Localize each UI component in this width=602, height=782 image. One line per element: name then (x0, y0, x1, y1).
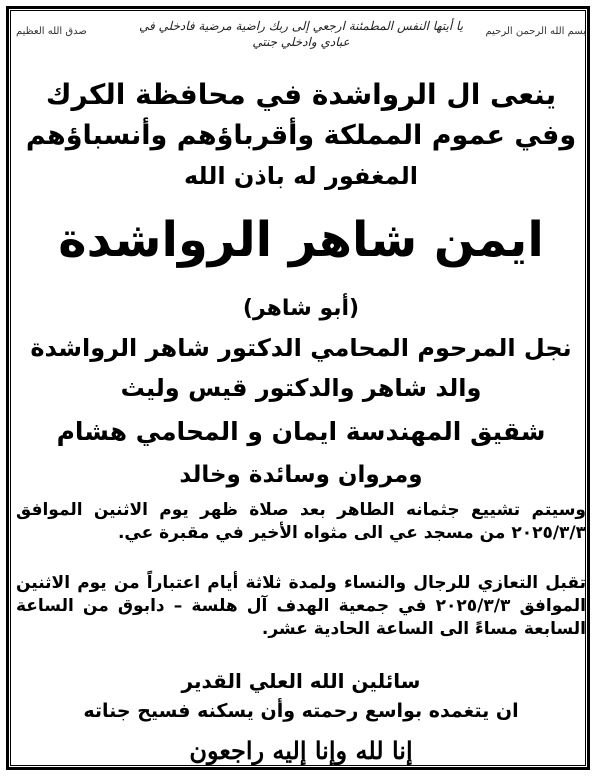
obituary-notice (14, 12, 588, 764)
deceased-name: ايمن شاهر الرواشدة (58, 212, 544, 268)
quran-verse: يا أيتها النفس المطمئنة ارجعي إلى ربك راضية مرضية فادخلي في عبادي وادخلي جنتي (138, 19, 464, 49)
sadaqallah-text: صدق الله العظيم (16, 26, 87, 37)
deceased-kunya: (أبو شاهر) (242, 296, 360, 321)
announce-line-1: ينعى ال الرواشدة في محافظة الكرك (45, 78, 557, 111)
relation-children: والد شاهر والدكتور قيس وليث (120, 374, 482, 402)
header-verses (14, 16, 588, 52)
funeral-paragraph: وسيتم تشييع جثمانه الطاهر بعد صلاة ظهر يوم الاثنين الموافق ٢٠٢٥/٣/٣ من مسجد عي الى مثواه الأخير في مقبرة عي. (16, 500, 586, 543)
relation-siblings-2: ومروان وسائدة وخالد (179, 462, 423, 488)
relation-father: نجل المرحوم المحامي الدكتور شاهر الرواشدة (30, 334, 572, 362)
calligraphy-signature: إنا لله وإنا إليه راجعون (189, 736, 413, 765)
condolences-paragraph: تقبل التعازي للرجال والنساء ولمدة ثلاثة أيام اعتباراً من يوم الاثنين الموافق ٢٠٢٥/٣/٣ في جمعية الهدف آل هلسة – دابوق من الساعة السابعة مساءً الى الساعة الحادية عشر. (16, 573, 587, 639)
closing-line-1: سائلين الله العلي القدير (181, 669, 421, 693)
basmala-text: بسم الله الرحمن الرحيم (485, 26, 586, 37)
relation-siblings-1: شقيق المهندسة ايمان و المحامي هشام (56, 417, 546, 446)
closing-line-2: ان يتغمده بواسع رحمته وأن يسكنه فسيح جناته (83, 700, 519, 722)
announce-line-3: المغفور له باذن الله (183, 162, 419, 190)
announce-line-2: وفي عموم المملكة وأقرباؤهم وأنسباؤهم (25, 120, 577, 151)
